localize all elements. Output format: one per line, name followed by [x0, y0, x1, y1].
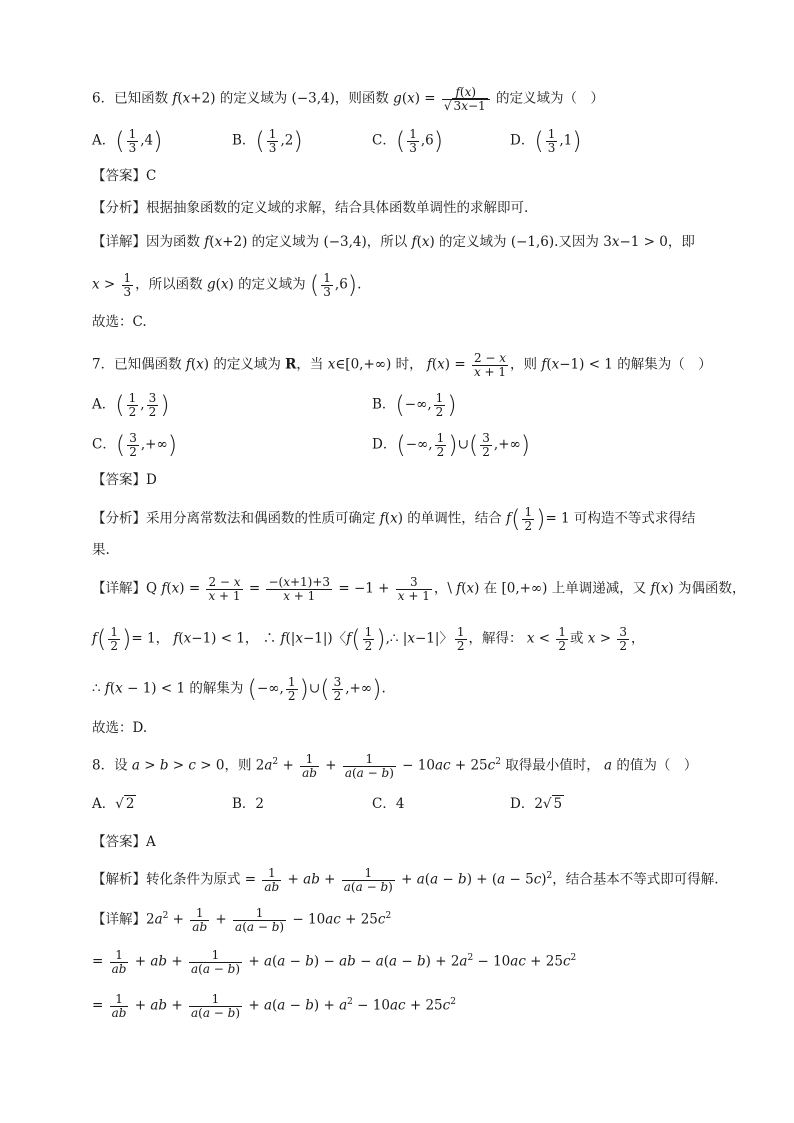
q6-answer-line	[92, 166, 754, 186]
q8-detail-line-1: 【详解】$2a^2$ + $\frac{1}{ab}$ + $\frac{1}{a(a - b)}$ − $10ac + 25c^2$	[92, 905, 392, 934]
q8-detail-tag: 【详解】	[92, 911, 146, 928]
q7-option-d: D．(−∞, $\frac{1}{2}$ )∪( $\frac{3}{2}$ ,+∞)	[372, 431, 531, 460]
q6-option-c-label: C．	[372, 132, 396, 149]
q6-stem-line: 6．已知函数 f(x+2) 的定义域为 (−3,4)，则函数 g(x) = $\frac{f(x)}{√ 3x-1}$ 的定义域为（ ）	[92, 85, 604, 113]
q8-answer-tag: 【答案】	[92, 834, 146, 850]
q6-analysis: 根据抽象函数的定义域的求解，结合具体函数单调性的求解即可.	[146, 200, 529, 216]
q6-answer: C	[146, 168, 157, 184]
q8-stem-line: 8．设 a > b > c > 0，则 $2a^2$ + $\frac{1}{ab}$ + $\frac{1}{a(a - b)}$ − $10ac + 25c^2$ 取得最小值时， a 的值为（ ）	[92, 751, 698, 780]
q7-option-b-label: B．	[372, 396, 396, 413]
q7-detail-line-2: f( $\frac{1}{2}$ )= 1， f(x−1) < 1， ∴ f(|x−1|)〈f( $\frac{1}{2}$ ),∴ |x−1|〉 $\frac{1}{2}$ ，解得： x < $\frac{1}{2}$ 或 x > $\frac{3}{2}$ ，	[92, 625, 645, 654]
q6-option-d: D．( $\frac{1}{3}$ ,1)	[510, 127, 582, 156]
q7-detail-tag: 【详解】	[92, 580, 146, 597]
q8-analysis-line: 【解析】转化条件为原式 = $\frac{1}{ab}$ + ab + $\frac{1}{a(a - b)}$ + $a(a - b) + (a - 5c)^2$，结合基本不等式即可得解.	[92, 865, 719, 894]
q7-stem-line: 7．已知偶函数 f(x) 的定义域为 R，当 x∈[0,+∞) 时， f(x) = $\frac{2 - x}{x + 1}$ ，则 f(x−1) < 1 的解集为（ ）	[92, 351, 712, 379]
q6-option-b-label: B．	[232, 132, 256, 149]
q6-analysis-line	[92, 198, 754, 218]
q7-option-d-label: D．	[372, 436, 397, 453]
q8-number: 8．	[92, 757, 115, 774]
q7-detail-line-1: 【详解】Q f(x) = $\frac{2 - x}{x + 1}$ = $\frac{-(x+1)+3}{x + 1}$ = −1 + $\frac{3}{x + 1}$ ，\ f(x) 在 [0,+∞) 上单调递减，又 f(x) 为偶函数，	[92, 575, 746, 603]
q7-analysis-line-1: 【分析】采用分离常数法和偶函数的性质可确定 f(x) 的单调性，结合 f( $\frac{1}{2}$ )= 1 可构造不等式求得结	[92, 505, 696, 534]
q7-option-a-label: A．	[92, 396, 116, 413]
q7-conclusion: 故选：D.	[92, 720, 148, 736]
q8-answer-line	[92, 832, 754, 852]
q7-option-c-label: C．	[92, 436, 116, 453]
q8-detail-line-2: = $\frac{1}{ab}$ + ab + $\frac{1}{a(a - b)}$ + a(a − b) − ab − $a(a - b) + 2a^2 - 10ac + 25c^2$	[92, 947, 577, 976]
q6-number: 6．	[92, 90, 115, 107]
q6-option-a: A．( $\frac{1}{3}$ ,4)	[92, 127, 163, 156]
q7-option-a: A．( $\frac{1}{2}$ , $\frac{3}{2}$ )	[92, 391, 170, 420]
q7-detail-line-3: ∴ f(x − 1) < 1 的解集为 (−∞, $\frac{1}{2}$ )∪( $\frac{3}{2}$ ,+∞).	[92, 675, 386, 704]
q7-analysis-tag: 【分析】	[92, 510, 146, 527]
q6-option-a-label: A．	[92, 132, 116, 149]
q6-option-c: C．( $\frac{1}{3}$ ,6)	[372, 127, 444, 156]
q8-option-c-label: C．	[372, 796, 396, 812]
q7-number: 7．	[92, 356, 115, 373]
q8-detail-line-3: = $\frac{1}{ab}$ + ab + $\frac{1}{a(a - b)}$ + $a(a - b) + a^2 - 10ac + 25c^2$	[92, 991, 456, 1020]
q6-conclusion: 故选：C.	[92, 314, 147, 330]
q6-detail-line-2: x > $\frac{1}{3}$ ，所以函数 g(x) 的定义域为 ( $\frac{1}{3}$ ,6).	[92, 271, 362, 300]
q8-answer: A	[146, 834, 156, 850]
q8-option-b: B．2	[232, 796, 265, 812]
q6-option-d-label: D．	[510, 132, 535, 149]
q8-option-d-label: D．	[510, 796, 535, 812]
q8-option-a-label: A．	[92, 796, 116, 812]
q8-option-d: D．2√ 5	[510, 796, 563, 812]
q7-analysis-line-2: 果.	[92, 542, 110, 558]
q6-analysis-tag: 【分析】	[92, 200, 146, 216]
q7-option-c: C．( $\frac{3}{2}$ ,+∞)	[92, 431, 178, 460]
q8-analysis-tag: 【解析】	[92, 871, 146, 888]
q8-option-c: C．4	[372, 796, 405, 812]
q6-option-b: B．( $\frac{1}{3}$ ,2)	[232, 127, 303, 156]
q8-option-b-label: B．	[232, 796, 256, 812]
q7-answer: D	[146, 472, 157, 488]
q7-answer-line	[92, 470, 754, 490]
q7-answer-tag: 【答案】	[92, 472, 146, 488]
q7-option-b: B．(−∞, $\frac{1}{2}$ )	[372, 391, 457, 420]
q6-detail-tag: 【详解】	[92, 234, 146, 250]
q8-option-a: A．√ 2	[92, 796, 135, 812]
q6-detail-line-1: 【详解】因为函数 f(x+2) 的定义域为 (−3,4)，所以 f(x) 的定义域为 (−1,6).又因为 3x−1 > 0，即	[92, 234, 695, 250]
q6-answer-tag: 【答案】	[92, 168, 146, 184]
